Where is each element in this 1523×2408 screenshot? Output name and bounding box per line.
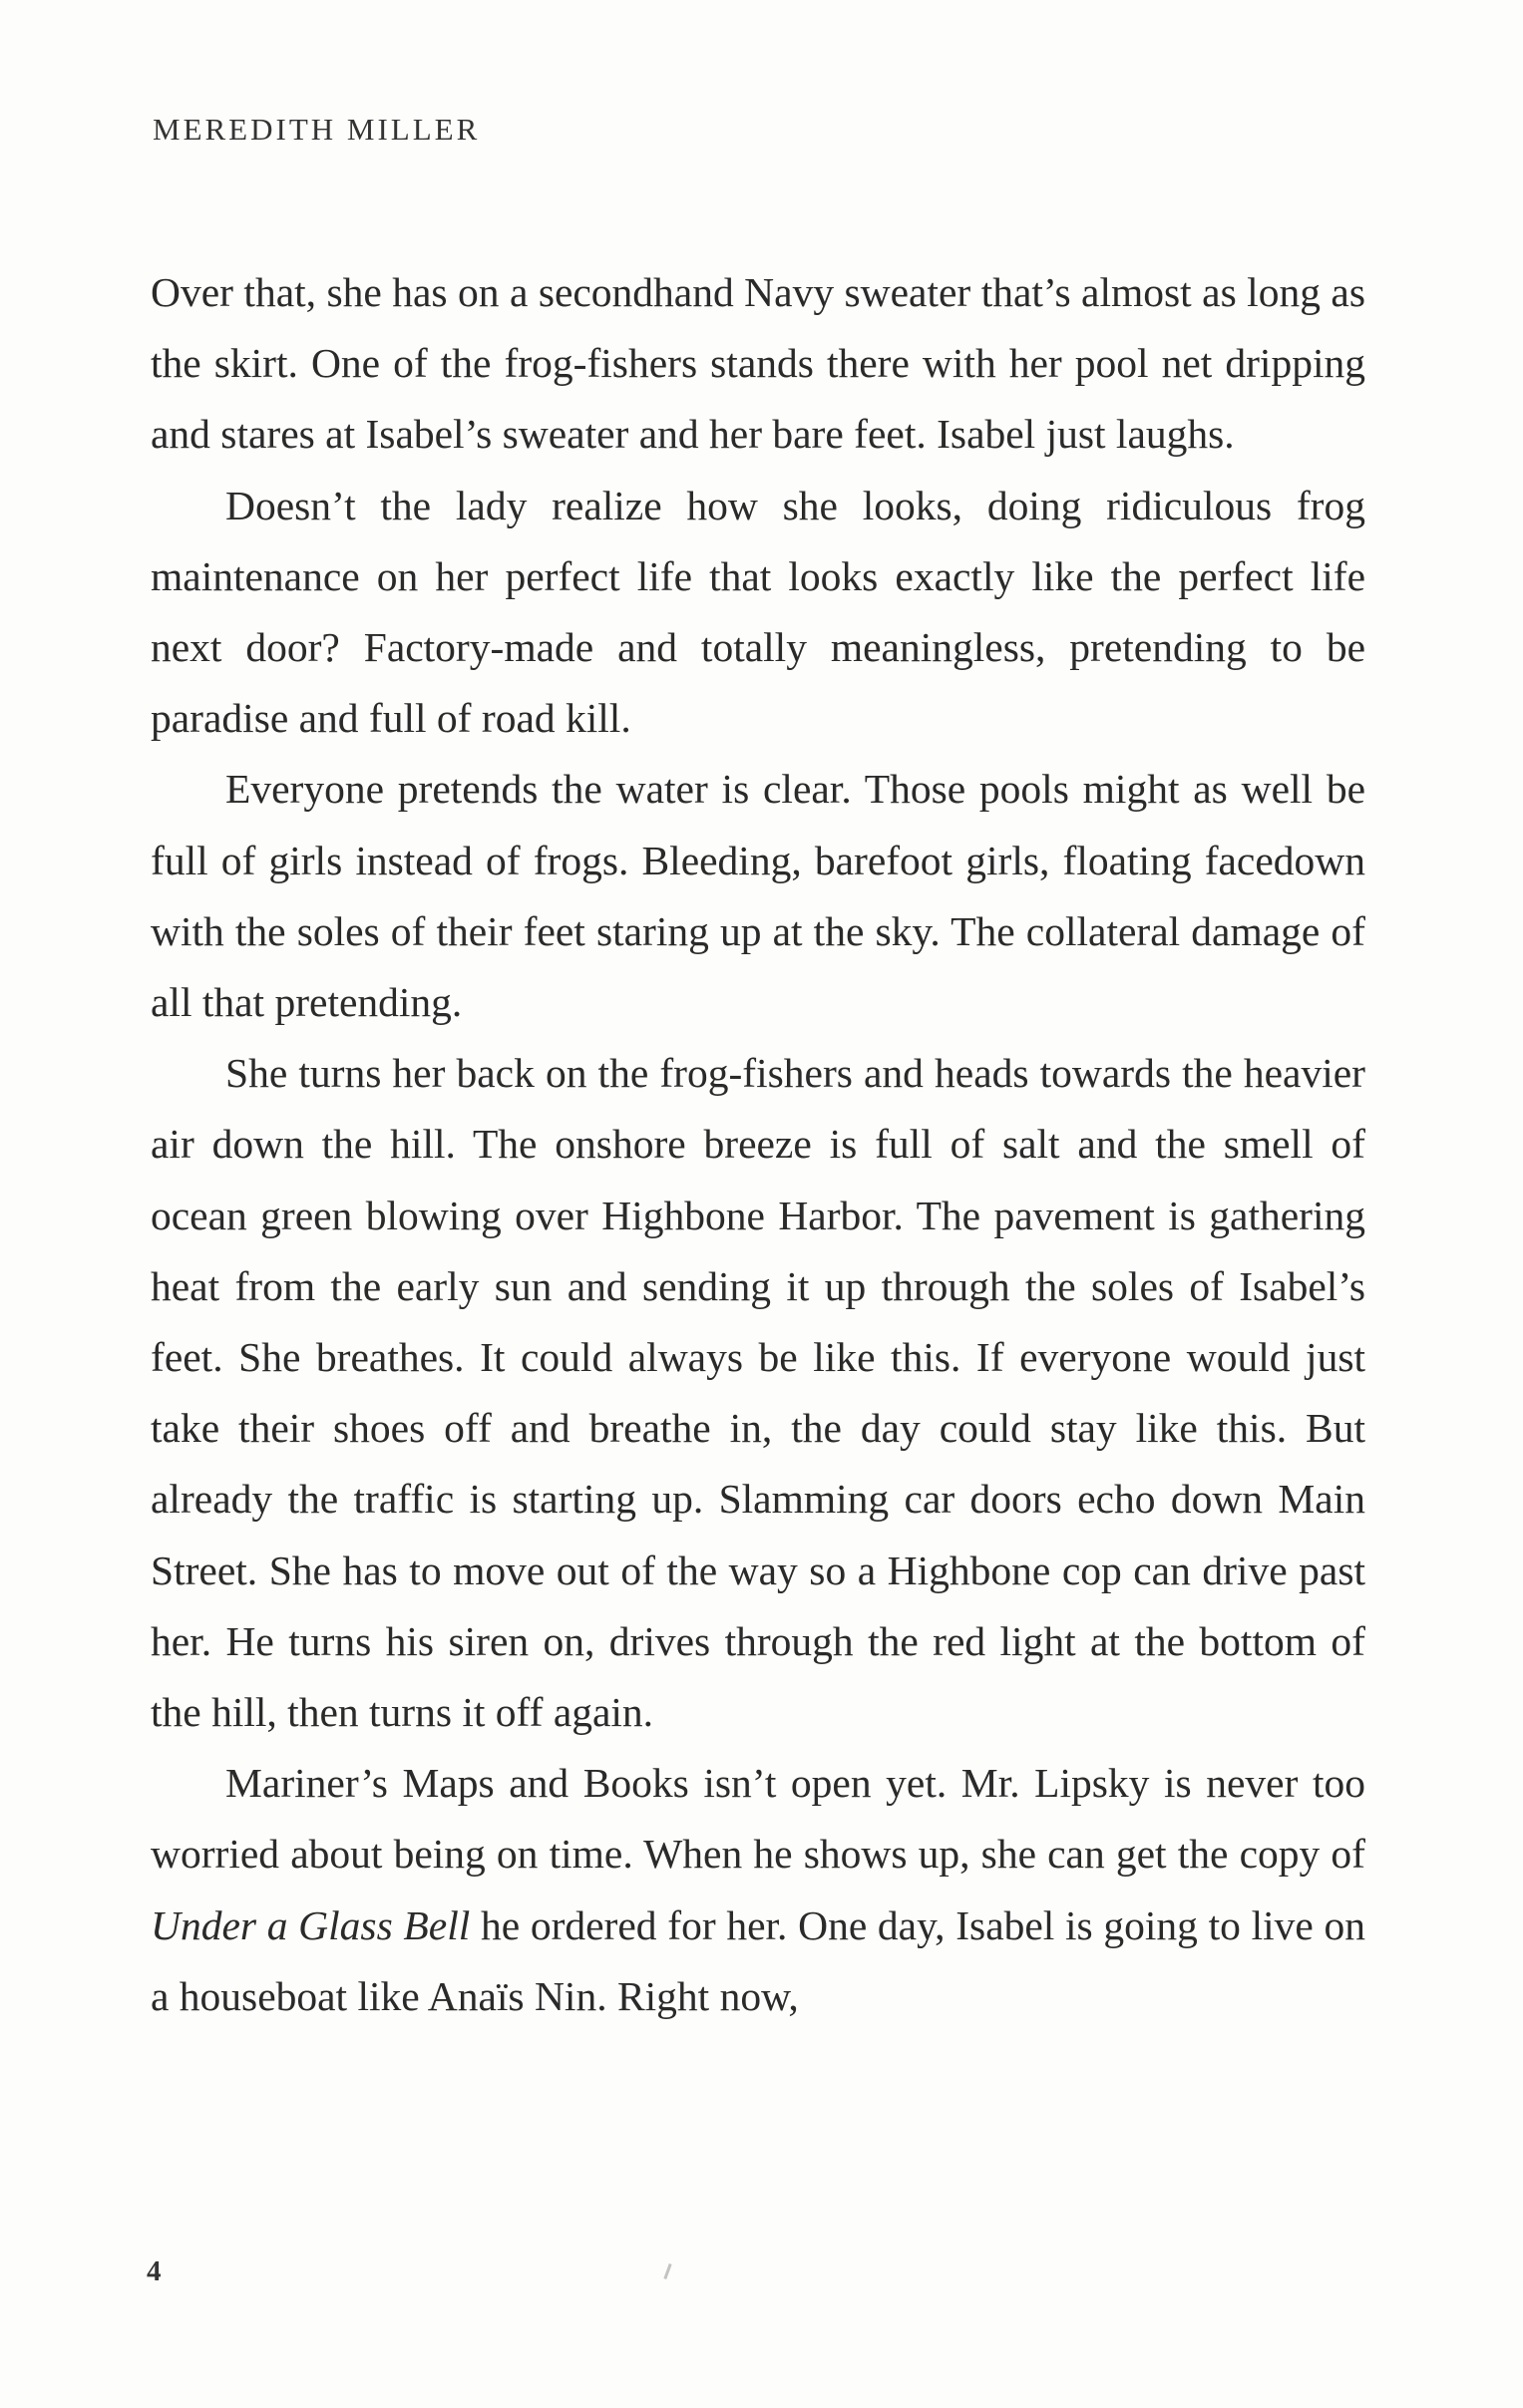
paragraph [151, 1038, 1365, 1748]
paragraph-text: he ordered for her. One day, Isabel is going to live on a houseboat like Anaïs Nin. Right now, [151, 1901, 1366, 2019]
paragraph [151, 257, 1365, 471]
body-text [151, 257, 1365, 2032]
paragraph-text: Everyone pretends the water is clear. Those pools might as well be full of girls instead of frogs. Bleeding, barefoot girls, floating facedown with the soles of their feet staring up at the sky. The collateral damage of all that pretending. [151, 766, 1365, 1026]
print-speck [663, 2263, 671, 2279]
paragraph [151, 1748, 1365, 2032]
book-title: Under a Glass Bell [151, 1901, 471, 1948]
paragraph-text: She turns her back on the frog-fishers and heads towards the heavier air down the hill. The onshore breeze is full of salt and the smell of ocean green blowing over Highbone Harbor. The pavement is gathering heat from the early sun and sending it up through the soles of Isabel’s feet. She breathes. It could always be like this. If everyone would just take their shoes off and breathe in, the day could stay like this. But already the traffic is starting up. Slamming car doors echo down Main Street. She has to move out of the way so a Highbone cop can drive past her. He turns his siren on, drives through the red light at the bottom of the hill, then turns it off again. [151, 1050, 1365, 1736]
paragraph-text: Doesn’t the lady realize how she looks, doing ridiculous frog maintenance on her perfect life that looks exactly like the perfect life next door? Factory-made and totally meaningless, pretending to be paradise and full of road kill. [151, 482, 1365, 742]
running-head: MEREDITH MILLER [153, 112, 481, 147]
page-number: 4 [147, 2255, 162, 2287]
paragraph [151, 471, 1365, 755]
paragraph-text: Over that, she has on a secondhand Navy sweater that’s almost as long as the skirt. One of the frog-fishers stands there with her pool net dripping and stares at Isabel’s sweater and her bare feet. Isabel just laughs. [151, 269, 1365, 458]
paragraph-text: Mariner’s Maps and Books isn’t open yet. Mr. Lipsky is never too worried about being on time. When he shows up, she can get the copy of [151, 1760, 1365, 1878]
paragraph [151, 754, 1365, 1038]
